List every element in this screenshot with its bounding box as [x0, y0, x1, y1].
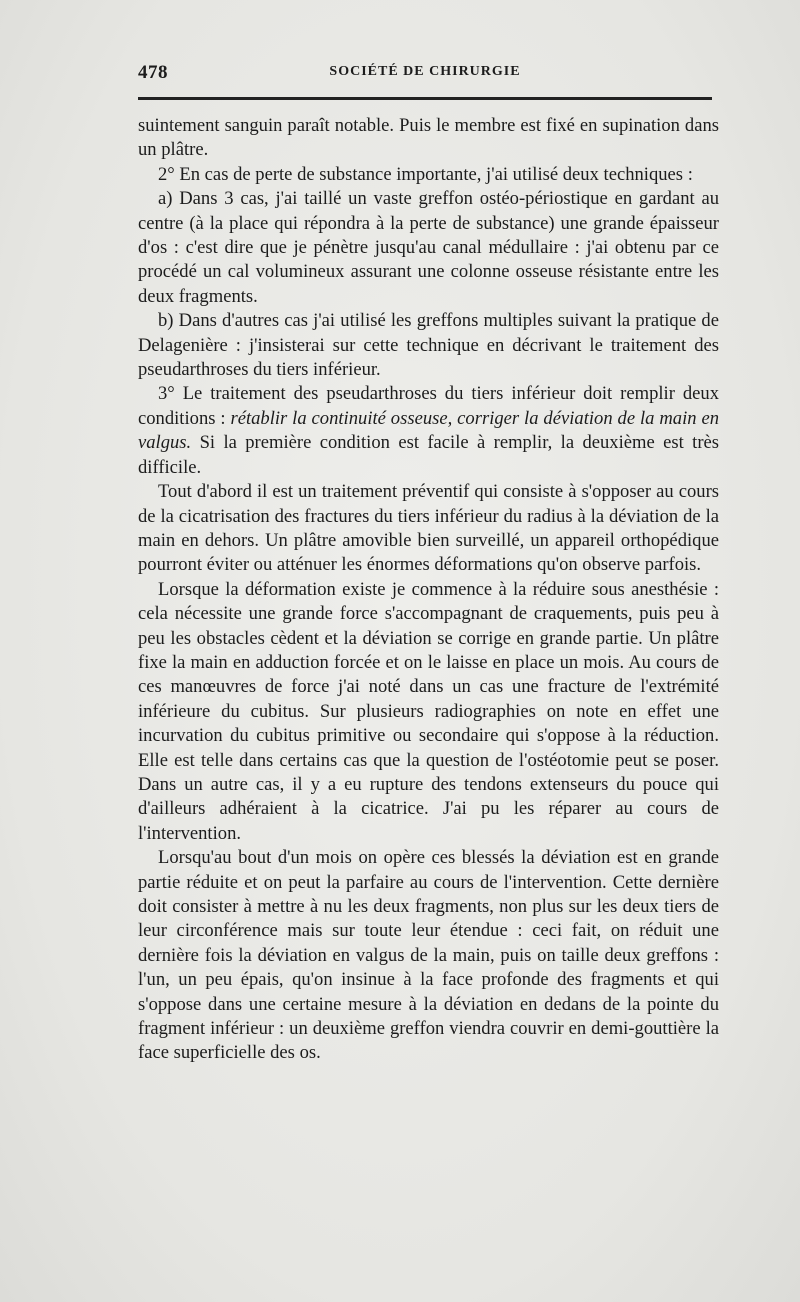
- paragraph-technique-a: a) Dans 3 cas, j'ai taillé un vaste greffon ostéo-périostique en gardant au centre (à la place qui répondra à la perte de substance) une grande épaisseur d'os : c'est dire que je pénètre jusqu'au canal médullaire : j'ai obtenu par ce procédé un cal volumineux assurant une colonne osseuse résistante entre les deux fragments.: [138, 188, 719, 307]
- paragraph-deformation: Lorsque la déformation existe je commence à la réduire sous anesthésie : cela nécessite une grande force s'accompagnant de craquements, puis peu à peu les obstacles cèdent et la déviation se corrige en grande partie. Un plâtre fixe la main en adduction forcée et on le laisse en place un mois. Au cours de ces manœuvres de force j'ai noté dans un cas une fracture de l'extrémité inférieure du cubitus. Sur plusieurs radiographies on note en effet une incurvation du cubitus primitive ou secondaire qui s'oppose à la réduction. Elle est telle dans certains cas que la question de l'ostéotomie peut se poser. Dans un autre cas, il y a eu rupture des tendons extenseurs du pouce qui d'ailleurs adhéraient à la cicatrice. J'ai pu les réparer au cours de l'intervention.: [138, 578, 719, 844]
- paragraph-operation: Lorsqu'au bout d'un mois on opère ces blessés la déviation est en grande partie réduite et on peut la parfaire au cours de l'intervention. Cette dernière doit consister à mettre à nu les deux fragments, non plus sur les deux tiers de leur circonférence mais sur toute leur étendue : ceci fait, on réduit une dernière fois la déviation en valgus de la main, puis on taille deux greffons : l'un, un peu épais, qu'on insinue à la face profonde des fragments et qui s'oppose dans une certaine mesure à la déviation en dedans de la pointe du fragment inférieur : un deuxième greffon viendra couvrir en demi-gouttière la face superficielle des os.: [138, 847, 719, 1064]
- paragraph-preventive: Tout d'abord il est un traitement préventif qui consiste à s'opposer au cours de la cicatrisation des fractures du tiers inférieur du radius à la déviation de la main en dehors. Un plâtre amovible bien surveillé, un appareil orthopédique pourront éviter ou atténuer les énormes déformations qu'on observe parfois.: [138, 481, 719, 576]
- page-header: [138, 58, 712, 88]
- paragraph-third-point-start: 3° Le traitement des pseudarthroses du tiers inférieur doit remplir deux conditions :: [138, 383, 719, 429]
- page-number: 478: [138, 62, 168, 83]
- paragraph-third-point: [138, 382, 719, 480]
- paragraph-third-point-end: Si la première condition est facile à remplir, la deuxième est très difficile.: [138, 432, 719, 478]
- body-text: [138, 114, 719, 1066]
- paragraph-continuation: suintement sanguin paraît notable. Puis le membre est fixé en supination dans un plâtre.: [138, 115, 719, 161]
- running-title: SOCIÉTÉ DE CHIRURGIE: [329, 64, 521, 79]
- paragraph-third-point-italic: rétablir la continuité osseuse, corriger la déviation de la main en valgus.: [138, 407, 719, 454]
- paragraph-technique-b: b) Dans d'autres cas j'ai utilisé les greffons multiples suivant la pratique de Delagenière : j'insisterai sur cette technique en décrivant le traitement des pseudarthroses du tiers inférieur.: [138, 310, 719, 381]
- header-rule: [138, 97, 712, 100]
- paragraph-techniques: 2° En cas de perte de substance importante, j'ai utilisé deux techniques :: [158, 163, 693, 185]
